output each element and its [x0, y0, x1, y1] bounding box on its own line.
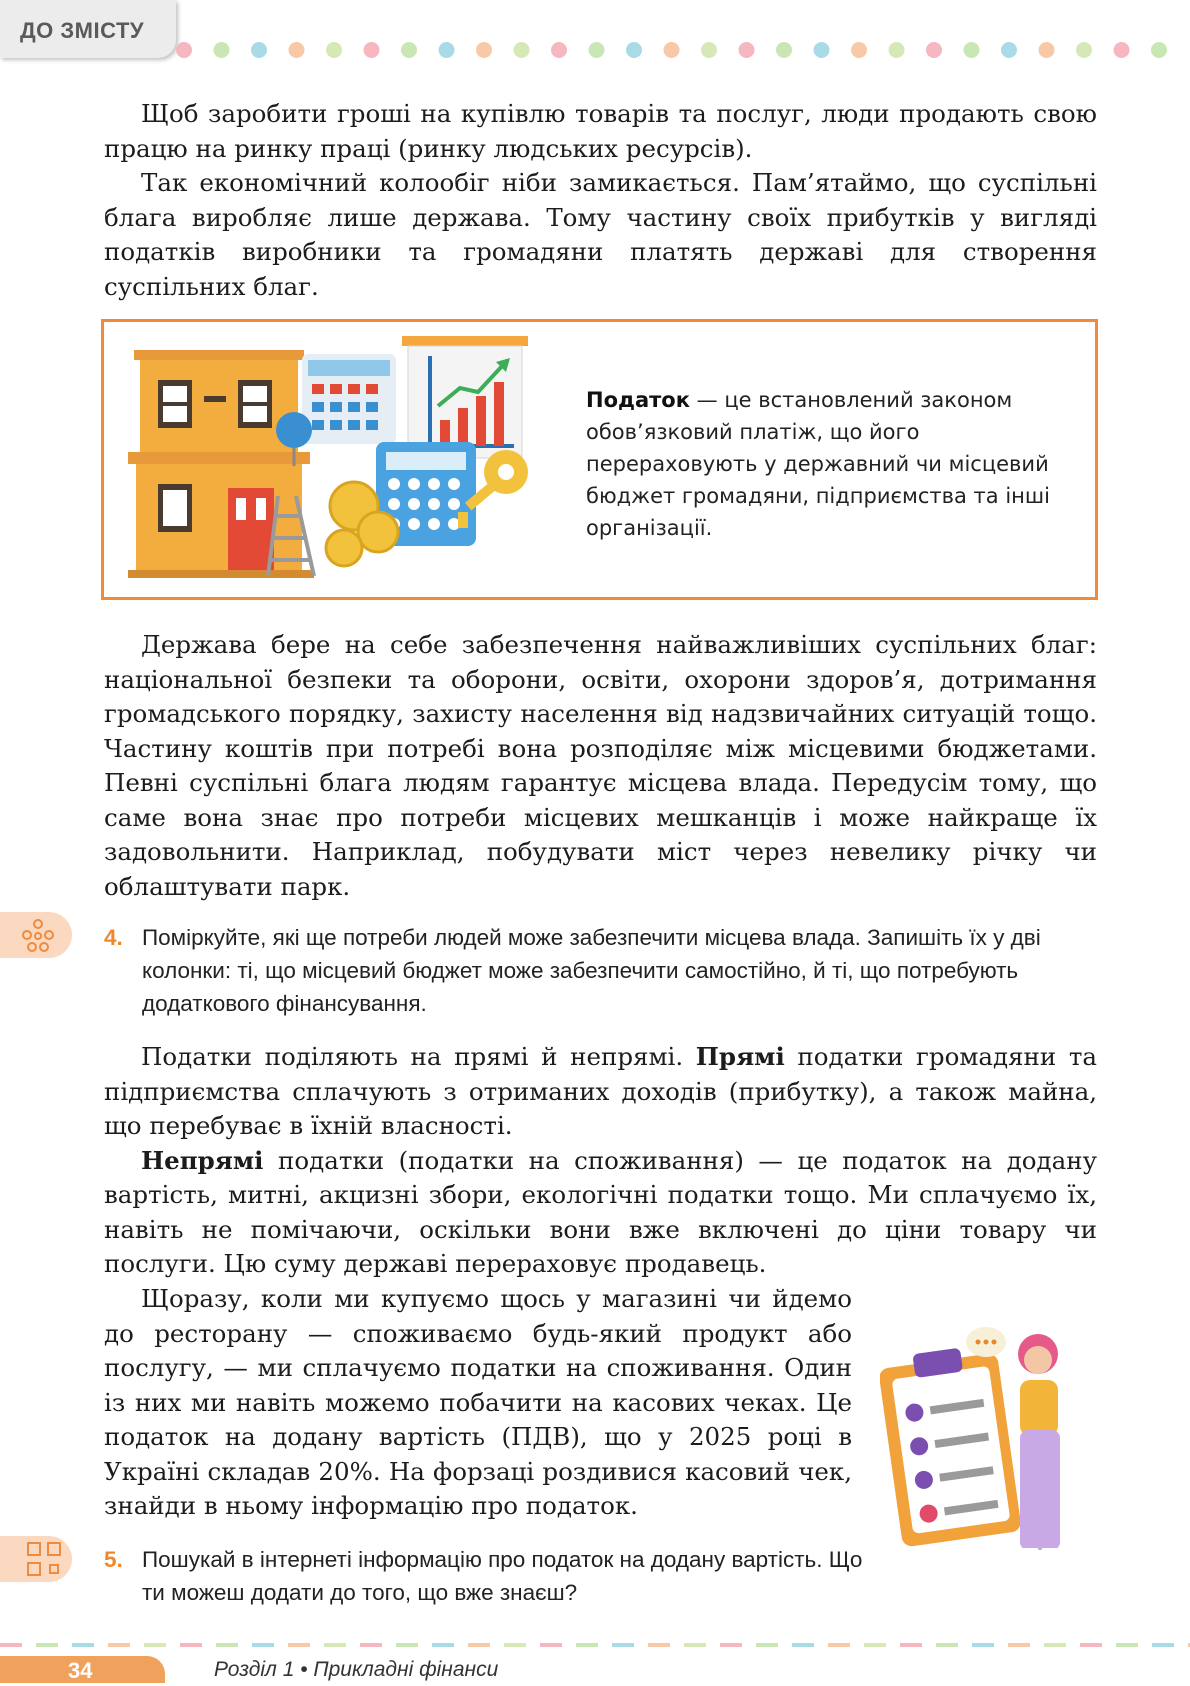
- decor-dot: [1076, 42, 1092, 58]
- girl-with-checklist-illustration: [880, 1320, 1100, 1570]
- decor-dot: [176, 42, 192, 58]
- decor-dot: [1114, 42, 1130, 58]
- task-side-tab: [0, 1536, 72, 1582]
- task-text: Пошукай в інтернеті інформацію про податок на додану вартість. Що ти можеш додати до того, що вже знаєш?: [142, 1547, 863, 1605]
- chapter-title: Розділ 1 • Прикладні фінанси: [214, 1658, 499, 1681]
- definition-term: Податок: [586, 388, 690, 412]
- paragraph-vat: Щоразу, коли ми купуємо щось у магазині чи йдемо до ресторану — споживаємо будь-який продукт або послугу, — ми сплачуємо податки на споживання. Один із них ми навіть можемо побачити на касових чеках. Це податок на додану вартість (ПДВ), що у 2025 році в Україні складав 20%. На форзаці роздивися касовий чек, знайди в ньому інформацію про податок.: [104, 1284, 852, 1520]
- paragraph: Так економічний колообіг ніби замикається. Пам’ятаймо, що суспільні блага виробляє лише держава. Тому частину своїх прибутків у вигляді податків виробники та громадяни платять державі для створення суспільних благ.: [104, 168, 1097, 301]
- decorative-dots: [176, 40, 1186, 60]
- decor-dot: [1151, 42, 1167, 58]
- taxes-text: [104, 1040, 1097, 1282]
- decor-dot: [626, 42, 642, 58]
- decor-dot: [289, 42, 305, 58]
- tax-illustration: [118, 326, 578, 596]
- decor-dot: [476, 42, 492, 58]
- decor-dot: [776, 42, 792, 58]
- paragraph: Щоб заробити гроші на купівлю товарів та послуг, люди продають свою працю на ринку праці (ринку людських ресурсів).: [104, 99, 1097, 163]
- decor-dash: [324, 1643, 346, 1647]
- decor-dash: [1152, 1643, 1174, 1647]
- decor-dash: [144, 1643, 166, 1647]
- decor-dash: [0, 1643, 22, 1647]
- decor-dash: [828, 1643, 850, 1647]
- paragraph: Держава бере на себе забезпечення найважливіших суспільних благ: національної безпеки та оборони, освіти, охорони здоров’я, дотримання громадського порядку, захисту населення від надзвичайних ситуацій тощо. Частину коштів при потребі вона розподіляє між місцевими бюджетами. Певні суспільні блага людям гарантує місцева влада. Передусім тому, що саме вона знає про потреби місцевих мешканців і може найкраще їх задовольнити. Наприклад, побудувати міст через невелику річку чи облаштувати парк.: [104, 630, 1097, 901]
- decor-dash: [936, 1643, 958, 1647]
- decor-dash: [432, 1643, 454, 1647]
- footer-dashed-line: [0, 1643, 1190, 1647]
- decor-dot: [964, 42, 980, 58]
- toc-button[interactable]: ДО ЗМІСТУ: [0, 0, 176, 58]
- decor-dash: [180, 1643, 202, 1647]
- vat-text: [104, 1282, 852, 1524]
- decor-dash: [864, 1643, 886, 1647]
- decor-dot: [589, 42, 605, 58]
- task-number: 4.: [104, 925, 123, 950]
- house-icon: [128, 350, 314, 578]
- task-side-tab: [0, 912, 72, 958]
- decor-dash: [1044, 1643, 1066, 1647]
- paragraph-direct-taxes: Податки поділяють на прямі й непрямі. Прямі податки громадяни та підприємства сплачують з отриманих доходів (прибутку), а також майна, що перебуває в їхній власності.: [104, 1042, 1097, 1140]
- decor-dash: [216, 1643, 238, 1647]
- decor-dot: [851, 42, 867, 58]
- decor-dash: [540, 1643, 562, 1647]
- decor-dash: [792, 1643, 814, 1647]
- decor-dot: [664, 42, 680, 58]
- decor-dot: [889, 42, 905, 58]
- qr-grid-icon: [24, 1539, 64, 1579]
- decor-dash: [1080, 1643, 1102, 1647]
- definition-body: — це встановлений законом обов’язковий платіж, що його перераховують у державний чи місцевий бюджет громадяни, підприємства та інші організації.: [586, 388, 1050, 540]
- decor-dot: [326, 42, 342, 58]
- decor-dash: [468, 1643, 490, 1647]
- decor-dot: [1039, 42, 1055, 58]
- decor-dash: [360, 1643, 382, 1647]
- intro-text: [104, 97, 1097, 304]
- decor-dot: [701, 42, 717, 58]
- decor-dash: [1008, 1643, 1030, 1647]
- paragraph-indirect-taxes: Непрямі податки (податки на споживання) — це податок на додану вартість, митні, акцизні збори, екологічні податки тощо. Ми сплачуємо їх, навіть не помічаючи, оскільки вони вже включені до ціни товару чи послуги. Цю суму державі перераховує продавець.: [104, 1145, 1097, 1278]
- decor-dash: [36, 1643, 58, 1647]
- task-text: Поміркуйте, які ще потреби людей може забезпечити місцева влада. Запишіть їх у дві колонки: ті, що місцевий бюджет може забезпечити самостійно, й ті, що потребують додаткового фінансування.: [142, 925, 1041, 1016]
- task-number: 5.: [104, 1547, 123, 1572]
- decor-dash: [612, 1643, 634, 1647]
- decor-dot: [551, 42, 567, 58]
- decor-dash: [720, 1643, 742, 1647]
- decor-dash: [252, 1643, 274, 1647]
- decor-dot: [251, 42, 267, 58]
- decor-dash: [1116, 1643, 1138, 1647]
- growth-chart-icon: [402, 336, 528, 458]
- group-people-icon: [18, 915, 58, 955]
- decor-dot: [1001, 42, 1017, 58]
- decor-dot: [401, 42, 417, 58]
- task-4: [104, 921, 1098, 1026]
- decor-dash: [108, 1643, 130, 1647]
- page-number: 34: [0, 1656, 165, 1683]
- decor-dash: [576, 1643, 598, 1647]
- definition-box: [101, 319, 1098, 600]
- decor-dot: [739, 42, 755, 58]
- decor-dash: [288, 1643, 310, 1647]
- decor-dash: [396, 1643, 418, 1647]
- decor-dot: [514, 42, 530, 58]
- decor-dot: [214, 42, 230, 58]
- calculator-icon: [302, 354, 396, 444]
- decor-dash: [756, 1643, 778, 1647]
- decor-dash: [900, 1643, 922, 1647]
- decor-dot: [439, 42, 455, 58]
- decor-dash: [72, 1643, 94, 1647]
- decor-dot: [814, 42, 830, 58]
- decor-dash: [972, 1643, 994, 1647]
- task-5: [104, 1543, 864, 1613]
- decor-dash: [648, 1643, 670, 1647]
- state-text: [104, 628, 1097, 904]
- decor-dash: [504, 1643, 526, 1647]
- decor-dash: [684, 1643, 706, 1647]
- decor-dot: [926, 42, 942, 58]
- definition-text: [586, 384, 1076, 544]
- decor-dot: [364, 42, 380, 58]
